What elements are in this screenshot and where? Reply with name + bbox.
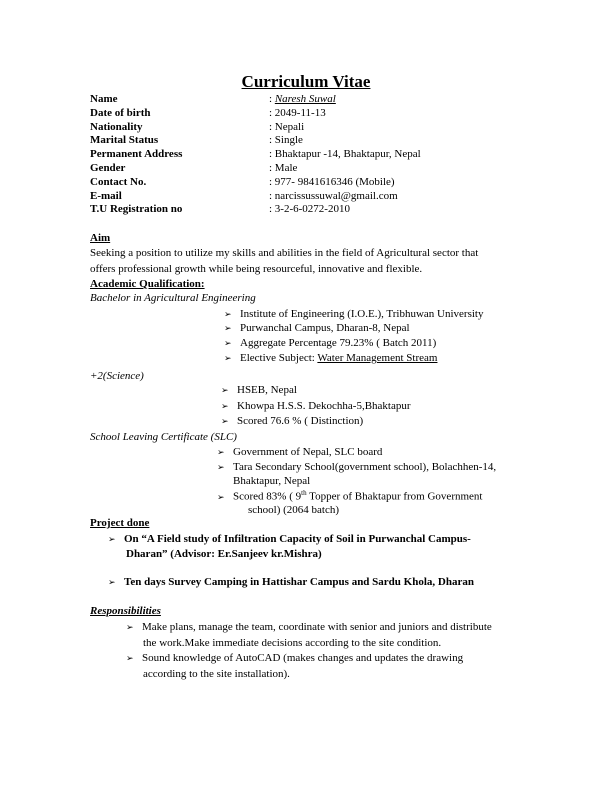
arrow-bullet-icon: ➢: [224, 324, 232, 334]
science-item: HSEB, Nepal: [237, 384, 297, 396]
superscript: th: [301, 489, 307, 497]
list-item: [108, 533, 471, 545]
value-marital: : Single: [269, 134, 303, 146]
list-item: [224, 337, 436, 349]
list-item: [217, 446, 382, 458]
value-dob: : 2049-11-13: [269, 107, 326, 119]
value-contact: : 977- 9841616346 (Mobile): [269, 176, 395, 188]
responsibility-item: Make plans, manage the team, coordinate with senior and juniors and distribute: [142, 621, 492, 633]
science-title: +2(Science): [90, 370, 144, 382]
project-item: Ten days Survey Camping in Hattishar Campus and Sardu Khola, Dharan: [124, 576, 474, 588]
slc-item: Government of Nepal, SLC board: [233, 446, 383, 458]
label-name: Name: [90, 93, 118, 105]
bachelor-item: Purwanchal Campus, Dharan-8, Nepal: [240, 322, 410, 334]
elective-subject: Water Management Stream: [317, 352, 438, 364]
arrow-bullet-icon: ➢: [224, 354, 232, 364]
arrow-bullet-icon: ➢: [221, 417, 229, 427]
arrow-bullet-icon: ➢: [224, 339, 232, 349]
project-item-continuation: Dharan” (Advisor: Er.Sanjeev kr.Mishra): [126, 548, 322, 560]
responsibility-continuation: the work.Make immediate decisions according to the site condition.: [143, 637, 442, 649]
label-gender: Gender: [90, 162, 126, 174]
list-item: [221, 400, 411, 412]
science-item: Scored 76.6 % ( Distinction): [237, 415, 364, 427]
slc-item: Tara Secondary School(government school), Bolachhen-14,: [233, 461, 497, 473]
elective-prefix: Elective Subject:: [240, 352, 318, 364]
value-name-text: Naresh Suwal: [274, 93, 336, 105]
list-item: [217, 461, 496, 473]
arrow-bullet-icon: ➢: [217, 492, 225, 503]
list-item: [221, 415, 363, 427]
bachelor-title: Bachelor in Agricultural Engineering: [90, 292, 256, 304]
value-gender: : Male: [269, 162, 298, 174]
arrow-bullet-icon: ➢: [221, 386, 229, 396]
arrow-bullet-icon: ➢: [108, 535, 116, 545]
list-item: [224, 308, 484, 320]
label-address: Permanent Address: [90, 148, 183, 160]
arrow-bullet-icon: ➢: [126, 623, 134, 633]
list-item: [217, 489, 482, 503]
slc-item-continuation: school) (2064 batch): [248, 504, 340, 516]
aim-text-line2: offers professional growth while being resourceful, innovative and flexible.: [90, 263, 423, 275]
value-email: : narcissussuwal@gmail.com: [269, 190, 398, 202]
value-nationality: : Nepali: [269, 121, 305, 133]
responsibility-continuation: according to the site installation).: [143, 668, 290, 680]
label-nationality: Nationality: [90, 121, 143, 133]
label-tu-reg: T.U Registration no: [90, 203, 183, 215]
list-item: [221, 384, 297, 396]
arrow-bullet-icon: ➢: [224, 310, 232, 320]
list-item: [224, 352, 437, 364]
label-dob: Date of birth: [90, 107, 151, 119]
list-item: [224, 322, 410, 334]
responsibility-item: Sound knowledge of AutoCAD (makes changes and updates the drawing: [142, 652, 464, 664]
arrow-bullet-icon: ➢: [126, 654, 134, 664]
slc-title: School Leaving Certificate (SLC): [90, 431, 237, 443]
aim-text-line1: Seeking a position to utilize my skills and abilities in the field of Agricultural sector that: [90, 247, 479, 259]
list-item: [126, 621, 492, 633]
arrow-bullet-icon: ➢: [217, 463, 225, 473]
arrow-bullet-icon: ➢: [217, 448, 225, 458]
arrow-bullet-icon: ➢: [221, 402, 229, 412]
value-name: : Naresh Suwal: [269, 93, 336, 105]
list-item: [108, 576, 474, 588]
label-email: E-mail: [90, 190, 122, 202]
list-item: [126, 652, 463, 664]
value-address: : Bhaktapur -14, Bhaktapur, Nepal: [269, 148, 421, 160]
slc-item-continuation: Bhaktapur, Nepal: [233, 475, 311, 487]
label-contact: Contact No.: [90, 176, 147, 188]
project-item: On “A Field study of Infiltration Capacity of Soil in Purwanchal Campus-: [124, 533, 471, 545]
bachelor-item: Institute of Engineering (I.O.E.), Tribhuwan University: [240, 308, 484, 320]
project-heading: Project done: [90, 517, 150, 529]
label-marital: Marital Status: [90, 134, 159, 146]
page-title: Curriculum Vitae: [241, 72, 371, 91]
science-item: Khowpa H.S.S. Dekochha-5,Bhaktapur: [237, 400, 411, 412]
slc-score-rest: Topper of Bhaktapur from Government: [306, 490, 483, 503]
slc-score: Scored 83% ( 9: [233, 490, 302, 503]
bachelor-item: Aggregate Percentage 79.23% ( Batch 2011): [240, 337, 437, 349]
arrow-bullet-icon: ➢: [108, 578, 116, 588]
value-tu-reg: : 3-2-6-0272-2010: [269, 203, 350, 215]
academic-heading: Academic Qualification:: [90, 278, 205, 290]
aim-heading: Aim: [90, 232, 111, 244]
responsibilities-heading: Responsibilities: [90, 605, 161, 617]
